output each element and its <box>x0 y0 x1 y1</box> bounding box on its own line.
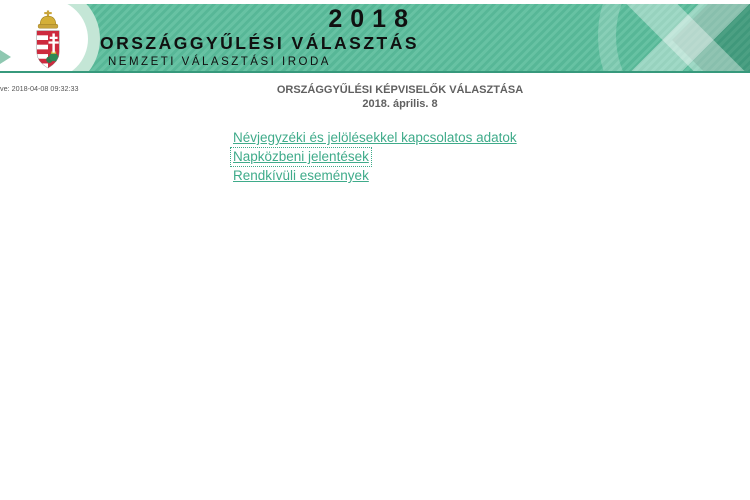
update-timestamp: ve: 2018-04-08 09:32:33 <box>0 85 79 93</box>
header-banner <box>0 4 750 73</box>
logo-circle <box>8 4 88 73</box>
link-intraday-reports[interactable]: Napközbeni jelentések <box>230 147 372 167</box>
link-registry-and-nomination-data[interactable]: Névjegyzéki és jelölésekkel kapcsolatos adatok <box>233 130 517 145</box>
banner-subtitle: NEMZETI VÁLASZTÁSI IRODA <box>108 56 331 68</box>
banner-text-block <box>100 5 420 69</box>
banner-year: 2018 <box>328 5 416 33</box>
page-title: ORSZÁGGYŰLÉSI KÉPVISELŐK VÁLASZTÁSA <box>276 84 524 96</box>
page-heading-block <box>25 84 750 110</box>
content-links <box>233 130 517 184</box>
banner-title: ORSZÁGGYŰLÉSI VÁLASZTÁS <box>100 33 420 53</box>
hungarian-coat-of-arms-icon <box>29 10 67 70</box>
election-date: 2018. április. 8 <box>362 98 438 110</box>
link-extraordinary-events[interactable]: Rendkívüli események <box>233 168 369 183</box>
